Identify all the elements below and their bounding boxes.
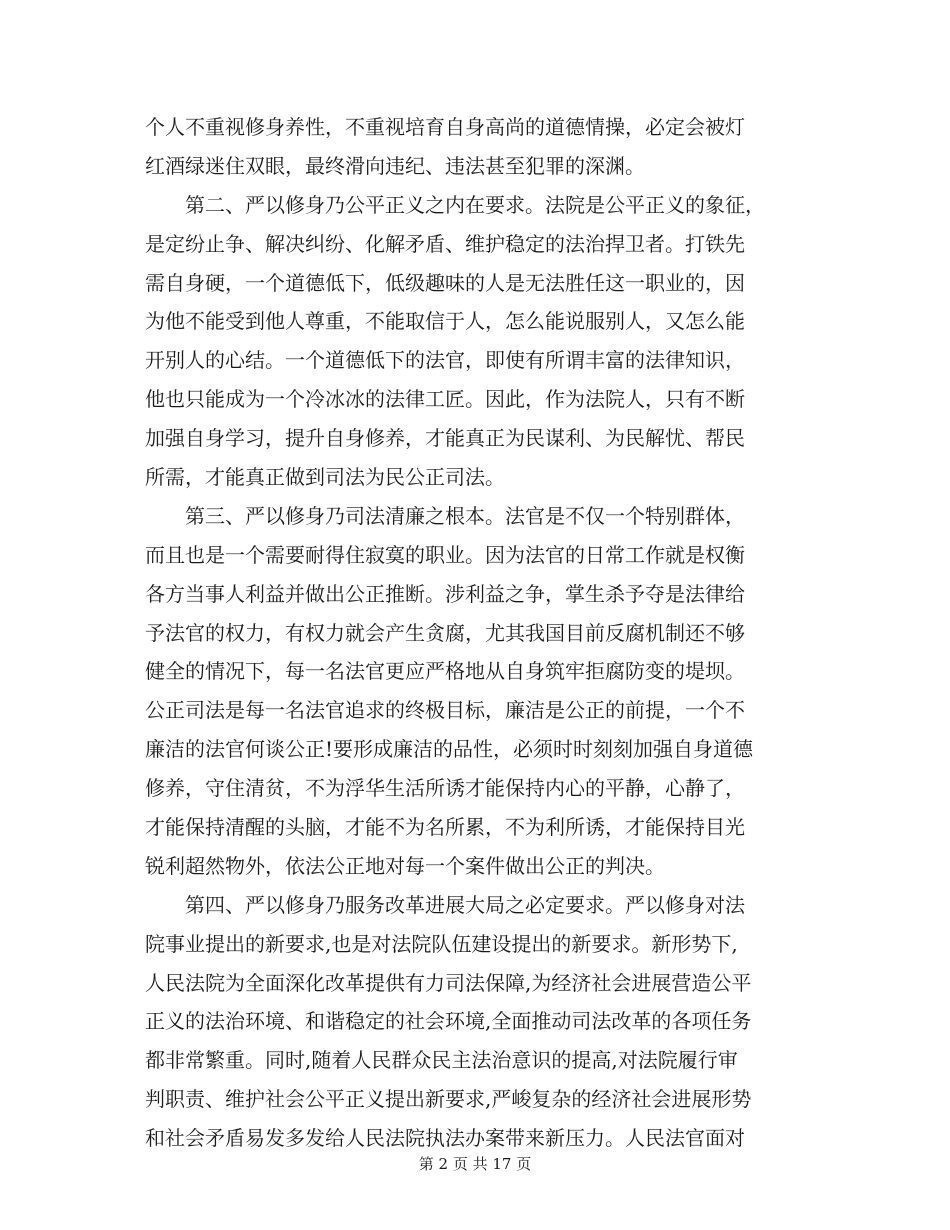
text-line: 所需，才能真正做到司法为民公正司法。 <box>145 465 505 490</box>
page-number-footer: 第 2 页 共 17 页 <box>418 1155 532 1173</box>
text-line: 而且也是一个需要耐得住寂寞的职业。因为法官的日常工作就是权衡 <box>145 542 745 567</box>
text-line: 为他不能受到他人尊重，不能取信于人，怎么能说服别人，又怎么能 <box>145 309 745 334</box>
text-line: 和社会矛盾易发多发给人民法院执法办案带来新压力。人民法官面对 <box>145 1126 745 1151</box>
text-line: 他也只能成为一个冷冰冰的法律工匠。因此，作为法院人，只有不断 <box>145 387 745 412</box>
text-line: 廉洁的法官何谈公正!要形成廉洁的品性，必须时时刻刻加强自身道德 <box>145 737 754 762</box>
text-line: 加强自身学习，提升自身修养，才能真正为民谋利、为民解忧、帮民 <box>145 426 745 451</box>
text-line: 第三、严以修身乃司法清廉之根本。法官是不仅一个特别群体， <box>145 503 745 528</box>
text-line: 判职责、维护社会公平正义提出新要求,严峻复杂的经济社会进展形势 <box>145 1087 752 1112</box>
text-line: 各方当事人利益并做出公正推断。涉利益之争，掌生杀予夺是法律给 <box>145 581 745 606</box>
text-line: 第四、严以修身乃服务改革进展大局之必定要求。严以修身对法 <box>145 892 745 917</box>
text-line: 锐利超然物外，依法公正地对每一个案件做出公正的判决。 <box>145 853 665 878</box>
body-text <box>145 108 805 1158</box>
text-line: 正义的法治环境、和谐稳定的社会环境,全面推动司法改革的各项任务 <box>145 1009 752 1034</box>
text-line: 是定纷止争、解决纠纷、化解矛盾、维护稳定的法治捍卫者。打铁先 <box>145 231 745 256</box>
text-line: 第二、严以修身乃公平正义之内在要求。法院是公平正义的象征， <box>145 192 765 217</box>
text-line: 才能保持清醒的头脑，才能不为名所累，不为利所诱，才能保持目光 <box>145 815 745 840</box>
text-line: 健全的情况下，每一名法官更应严格地从自身筑牢拒腐防变的堤坝。 <box>145 659 745 684</box>
text-line: 予法官的权力，有权力就会产生贪腐，尤其我国目前反腐机制还不够 <box>145 620 745 645</box>
text-line: 院事业提出的新要求,也是对法院队伍建设提出的新要求。新形势下, <box>145 931 738 956</box>
text-line: 需自身硬，一个道德低下，低级趣味的人是无法胜任这一职业的，因 <box>145 270 745 295</box>
text-line: 个人不重视修身养性，不重视培育自身高尚的道德情操，必定会被灯 <box>145 115 745 139</box>
text-line: 红酒绿迷住双眼，最终滑向违纪、违法甚至犯罪的深渊。 <box>145 153 645 178</box>
text-line: 都非常繁重。同时,随着人民群众民主法治意识的提高,对法院履行审 <box>145 1048 738 1073</box>
text-line: 开别人的心结。一个道德低下的法官，即使有所谓丰富的法律知识， <box>145 348 745 373</box>
text-line: 公正司法是每一名法官追求的终极目标，廉洁是公正的前提，一个不 <box>145 698 745 723</box>
text-line: 人民法院为全面深化改革提供有力司法保障,为经济社会进展营造公平 <box>145 970 752 995</box>
text-line: 修养，守住清贫，不为浮华生活所诱才能保持内心的平静，心静了， <box>145 776 745 801</box>
